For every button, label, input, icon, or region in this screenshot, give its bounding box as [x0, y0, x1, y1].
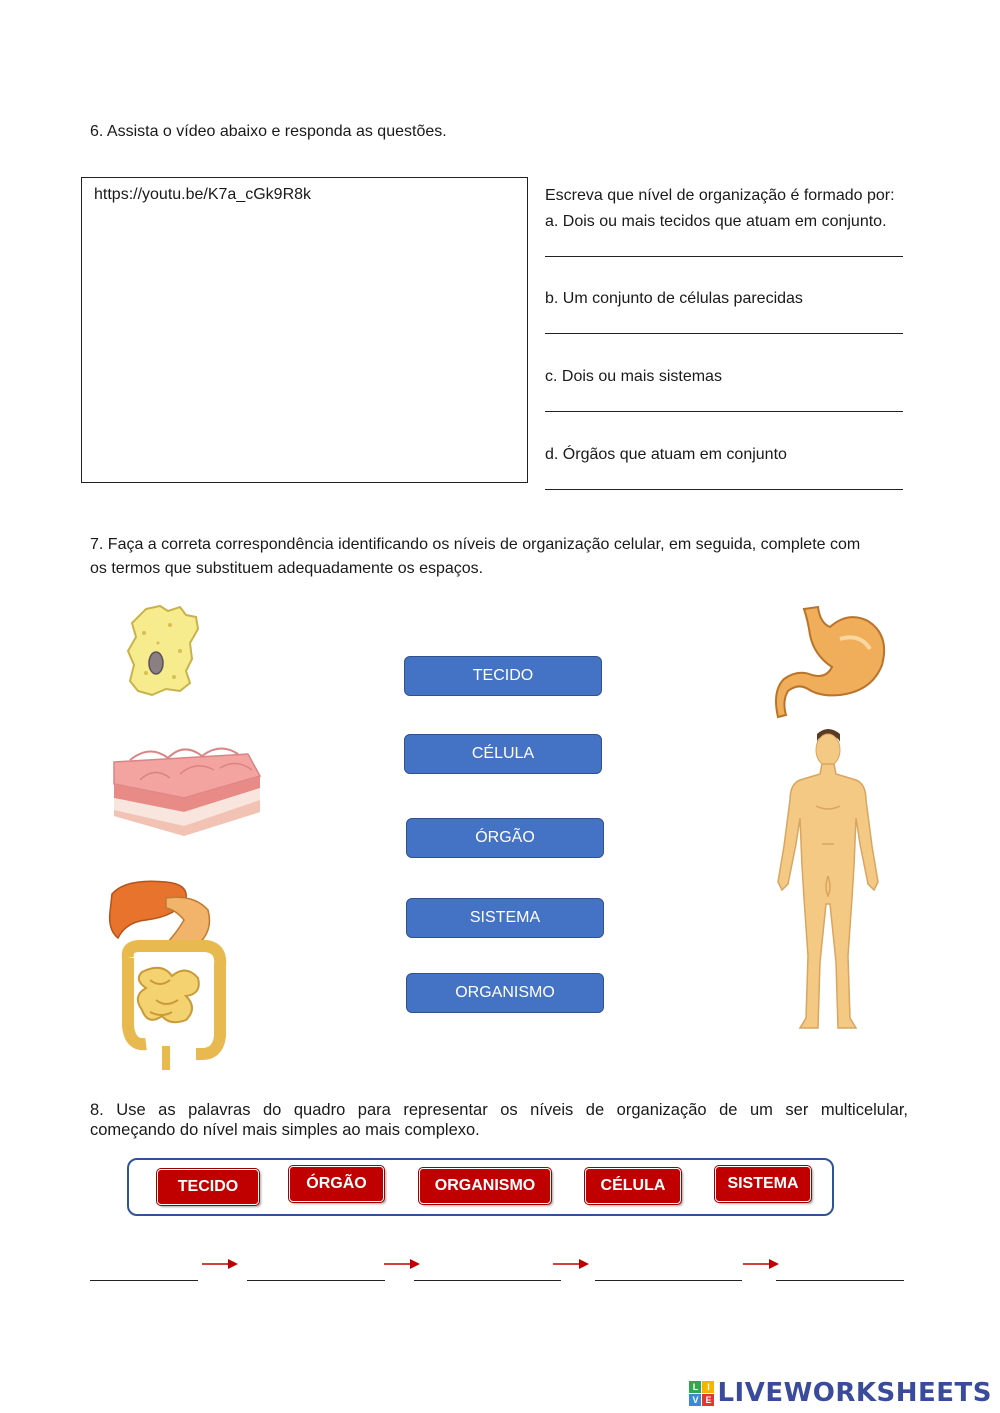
q7-title-line2: os termos que substituem adequadamente os espaços. — [90, 560, 484, 577]
word-tag-sistema[interactable]: SISTEMA — [715, 1166, 811, 1202]
arrow-right-icon — [553, 1257, 591, 1271]
option-sistema[interactable]: SISTEMA — [406, 898, 604, 938]
sequence-field-2[interactable] — [247, 1280, 385, 1281]
arrow-right-icon — [743, 1257, 781, 1271]
answer-field-a[interactable] — [545, 256, 903, 257]
q6-item-b: b. Um conjunto de células parecidas — [545, 290, 803, 307]
q6-item-c: c. Dois ou mais sistemas — [545, 368, 722, 385]
arrow-right-icon — [202, 1257, 240, 1271]
q6-title: 6. Assista o vídeo abaixo e responda as questões. — [90, 123, 447, 140]
logo-badge-i: I — [702, 1381, 714, 1393]
video-url-link[interactable]: https://youtu.be/K7a_cGk9R8k — [94, 186, 312, 203]
word-tag-celula[interactable]: CÉLULA — [585, 1168, 681, 1204]
answer-field-d[interactable] — [545, 489, 903, 490]
human-body-image[interactable] — [776, 726, 882, 1032]
cell-image[interactable] — [124, 603, 206, 699]
sequence-field-1[interactable] — [90, 1280, 198, 1281]
sequence-field-4[interactable] — [595, 1280, 742, 1281]
option-organismo[interactable]: ORGANISMO — [406, 973, 604, 1013]
logo-wordmark: LIVEWORKSHEETS — [717, 1378, 992, 1408]
sequence-field-3[interactable] — [414, 1280, 561, 1281]
option-orgao[interactable]: ÓRGÃO — [406, 818, 604, 858]
q6-prompt: Escreva que nível de organização é formado por: — [545, 187, 895, 204]
video-box — [81, 177, 528, 483]
tissue-image[interactable] — [110, 740, 262, 838]
sequence-field-5[interactable] — [776, 1280, 904, 1281]
q6-item-a: a. Dois ou mais tecidos que atuam em conjunto. — [545, 213, 887, 230]
word-tag-tecido[interactable]: TECIDO — [157, 1169, 259, 1205]
option-tecido[interactable]: TECIDO — [404, 656, 602, 696]
liveworksheets-logo — [689, 1378, 992, 1408]
word-tag-organismo[interactable]: ORGANISMO — [419, 1168, 551, 1204]
logo-badge-v: V — [689, 1394, 701, 1406]
q8-title-line2: começando do nível mais simples ao mais complexo. — [90, 1121, 480, 1139]
arrow-right-icon — [384, 1257, 422, 1271]
digestive-system-image[interactable] — [106, 876, 230, 1072]
logo-badge-e: E — [702, 1394, 714, 1406]
q8-title-line1: 8. Use as palavras do quadro para representar os níveis de organização de um ser multicelular, — [90, 1101, 908, 1119]
logo-badge-l: L — [689, 1381, 701, 1393]
stomach-image[interactable] — [774, 603, 890, 721]
q6-item-d: d. Órgãos que atuam em conjunto — [545, 446, 787, 463]
logo-badge-icon — [689, 1381, 714, 1406]
answer-field-b[interactable] — [545, 333, 903, 334]
word-tag-orgao[interactable]: ÓRGÃO — [289, 1166, 384, 1202]
option-celula[interactable]: CÉLULA — [404, 734, 602, 774]
answer-field-c[interactable] — [545, 411, 903, 412]
q7-title-line1: 7. Faça a correta correspondência identificando os níveis de organização celular, em seguida, complete com — [90, 536, 861, 553]
